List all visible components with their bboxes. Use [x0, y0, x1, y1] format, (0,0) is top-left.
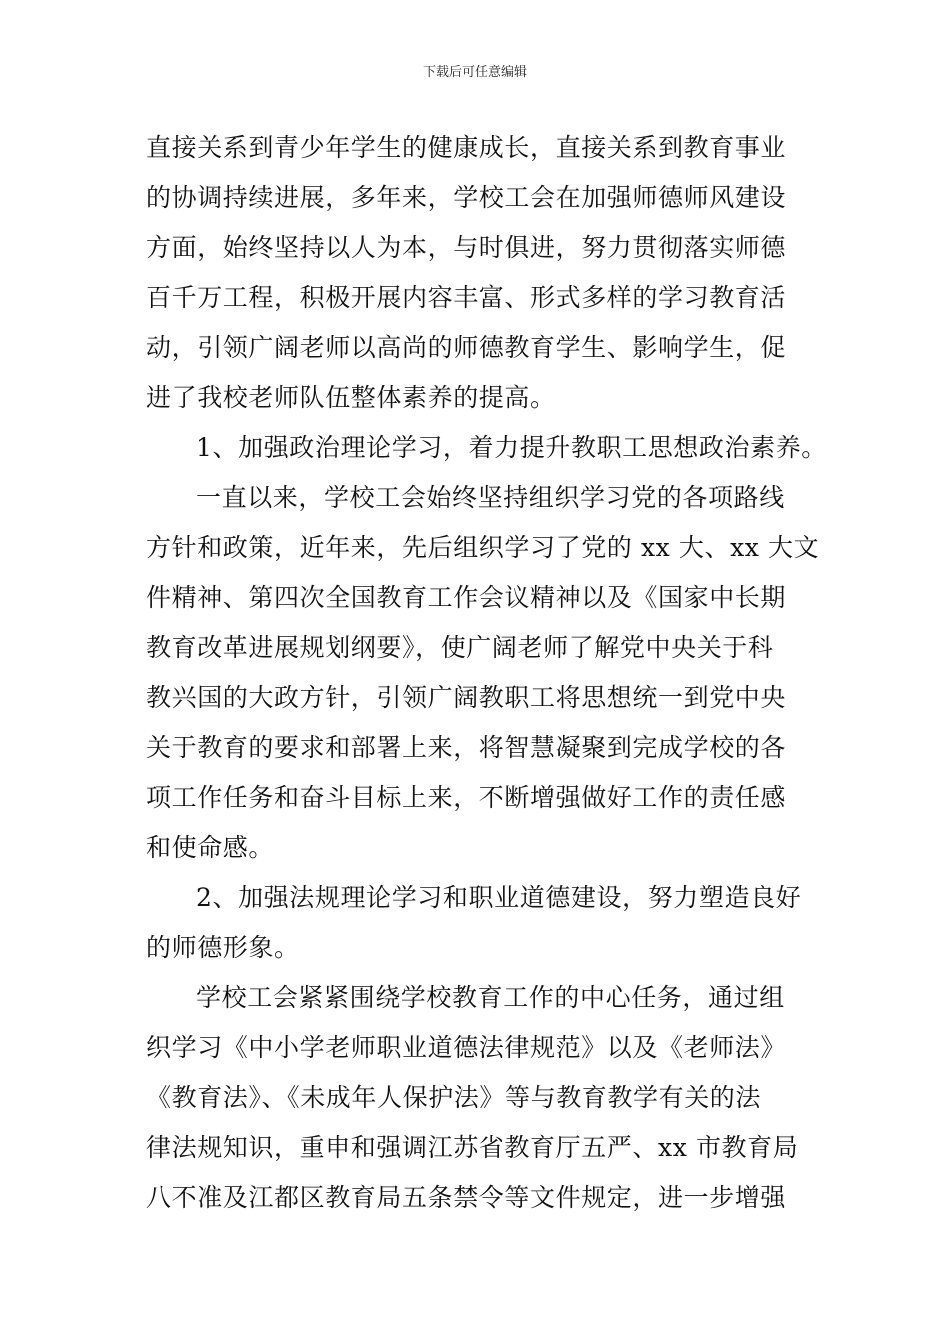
section-heading: 1、加强政治理论学习，着力提升教职工思想政治素养。 [196, 433, 827, 462]
text-line: 教育改革进展规划纲要》，使广阔老师了解党中央关于科 [146, 633, 774, 662]
text-line: 和使命感。 [146, 833, 275, 862]
text-line: 关于教育的要求和部署上来，将智慧凝聚到完成学校的各 [146, 733, 787, 762]
section-heading: 2、加强法规理论学习和职业道德建设，努力塑造良好 [196, 883, 802, 912]
page-header: 下载后可任意编辑 [422, 65, 527, 80]
text-line: 八不准及江都区教育局五条禁令等文件规定，进一步增强 [146, 1183, 787, 1212]
text-line: 动，引领广阔老师以高尚的师德教育学生、影响学生，促 [146, 333, 787, 362]
document-body [146, 128, 827, 1228]
text-line: 直接关系到青少年学生的健康成长，直接关系到教育事业 [146, 133, 787, 162]
text-line: 一直以来，学校工会始终坚持组织学习党的各项路线 [196, 483, 785, 512]
text-line: 织学习《中小学老师职业道德法律规范》以及《老师法》 [146, 1033, 787, 1062]
text-line: 学校工会紧紧围绕学校教育工作的中心任务，通过组 [196, 983, 785, 1012]
text-line: 律法规知识，重申和强调江苏省教育厅五严、xx 市教育局 [146, 1133, 799, 1162]
text-line: 教兴国的大政方针，引领广阔教职工将思想统一到党中央 [146, 683, 787, 712]
text-line: 方针和政策，近年来，先后组织学习了党的 xx 大、xx 大文 [146, 533, 820, 562]
text-line: 项工作任务和奋斗目标上来，不断增强做好工作的责任感 [146, 783, 787, 812]
text-line: 的协调持续进展，多年来，学校工会在加强师德师风建设 [146, 183, 787, 212]
text-line: 百千万工程，积极开展内容丰富、形式多样的学习教育活 [146, 283, 787, 312]
text-line: 《教育法》、《未成年人保护法》等与教育教学有关的法 [146, 1083, 762, 1112]
text-line: 进了我校老师队伍整体素养的提高。 [146, 383, 556, 412]
text-line: 的师德形象。 [146, 933, 300, 962]
text-line: 件精神、第四次全国教育工作会议精神以及《国家中长期 [146, 583, 787, 612]
text-line: 方面，始终坚持以人为本，与时俱进，努力贯彻落实师德 [146, 233, 787, 262]
